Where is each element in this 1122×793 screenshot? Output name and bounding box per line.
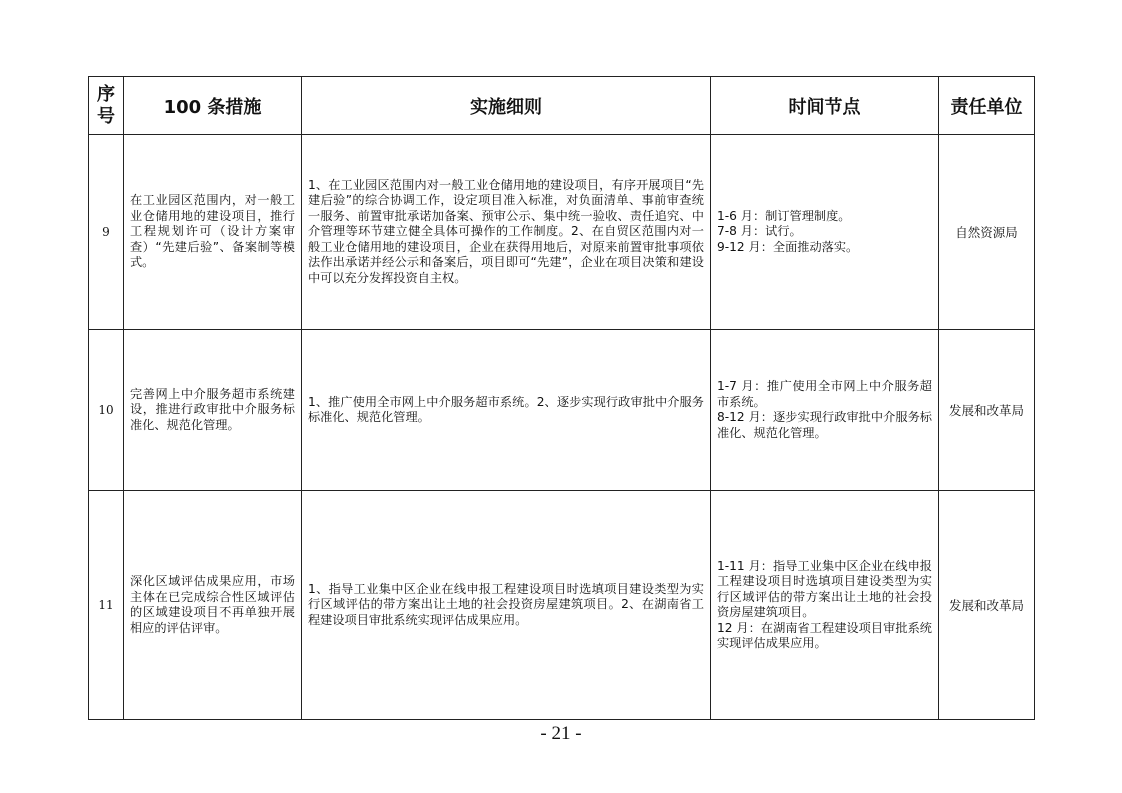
schedule-line: 1-6 月：制订管理制度。 — [717, 208, 851, 223]
row-unit: 发展和改革局 — [939, 330, 1035, 491]
row-unit: 发展和改革局 — [939, 491, 1035, 720]
schedule-line: 12 月：在湖南省工程建设项目审批系统实现评估成果应用。 — [717, 620, 932, 650]
row-measure: 在工业园区范围内，对一般工业仓储用地的建设项目，推行工程规划许可（设计方案审查）“先建后验”、备案制等模式。 — [124, 135, 302, 330]
row-number: 9 — [89, 135, 124, 330]
row-measure: 深化区域评估成果应用，市场主体在已完成综合性区域评估的区域建设项目不再单独开展相应的评估评审。 — [124, 491, 302, 720]
row-measure: 完善网上中介服务超市系统建设，推进行政审批中介服务标准化、规范化管理。 — [124, 330, 302, 491]
header-schedule: 时间节点 — [711, 77, 939, 135]
header-serial-line1: 序 — [97, 83, 115, 105]
row-schedule — [711, 330, 939, 491]
row-detail: 1、指导工业集中区企业在线申报工程建设项目时选填项目建设类型为实行区域评估的带方案出让土地的社会投资房屋建筑项目。2、在湖南省工程建设项目审批系统实现评估成果应用。 — [302, 491, 711, 720]
measures-table — [88, 76, 1035, 720]
header-serial-line2: 号 — [97, 105, 115, 127]
schedule-line: 7-8 月：试行。 — [717, 224, 802, 239]
row-number: 10 — [89, 330, 124, 491]
row-detail: 1、推广使用全市网上中介服务超市系统。2、逐步实现行政审批中介服务标准化、规范化管理。 — [302, 330, 711, 491]
row-schedule — [711, 491, 939, 720]
header-serial-number — [89, 77, 124, 135]
table-row — [89, 330, 1035, 491]
table-header-row — [89, 77, 1035, 135]
header-unit: 责任单位 — [939, 77, 1035, 135]
schedule-line: 1-11 月：指导工业集中区企业在线申报工程建设项目时选填项目建设类型为实行区域评估的带方案出让土地的社会投资房屋建筑项目。 — [717, 558, 932, 619]
schedule-line: 1-7 月：推广使用全市网上中介服务超市系统。 — [717, 379, 932, 409]
table-row — [89, 135, 1035, 330]
row-detail: 1、在工业园区范围内对一般工业仓储用地的建设项目，有序开展项目“先建后验”的综合协调工作，设定项目准入标准，对负面清单、事前审查统一服务、前置审批承诺加备案、预审公示、集中统一验收、责任追究、中介管理等环节建立健全具体可操作的工作制度。2、在自贸区范围内对一般工业仓储用地的建设项目，企业在获得用地后，对原来前置审批事项依法作出承诺并经公示和备案后，项目即可“先建”，企业在项目决策和建设中可以充分发挥投资自主权。 — [302, 135, 711, 330]
schedule-line: 8-12 月：逐步实现行政审批中介服务标准化、规范化管理。 — [717, 410, 932, 440]
row-schedule — [711, 135, 939, 330]
header-detail: 实施细则 — [302, 77, 711, 135]
page-number: - 21 - — [540, 723, 582, 744]
header-measure: 100 条措施 — [124, 77, 302, 135]
schedule-line: 9-12 月：全面推动落实。 — [717, 239, 859, 254]
row-unit: 自然资源局 — [939, 135, 1035, 330]
table-row — [89, 491, 1035, 720]
row-number: 11 — [89, 491, 124, 720]
